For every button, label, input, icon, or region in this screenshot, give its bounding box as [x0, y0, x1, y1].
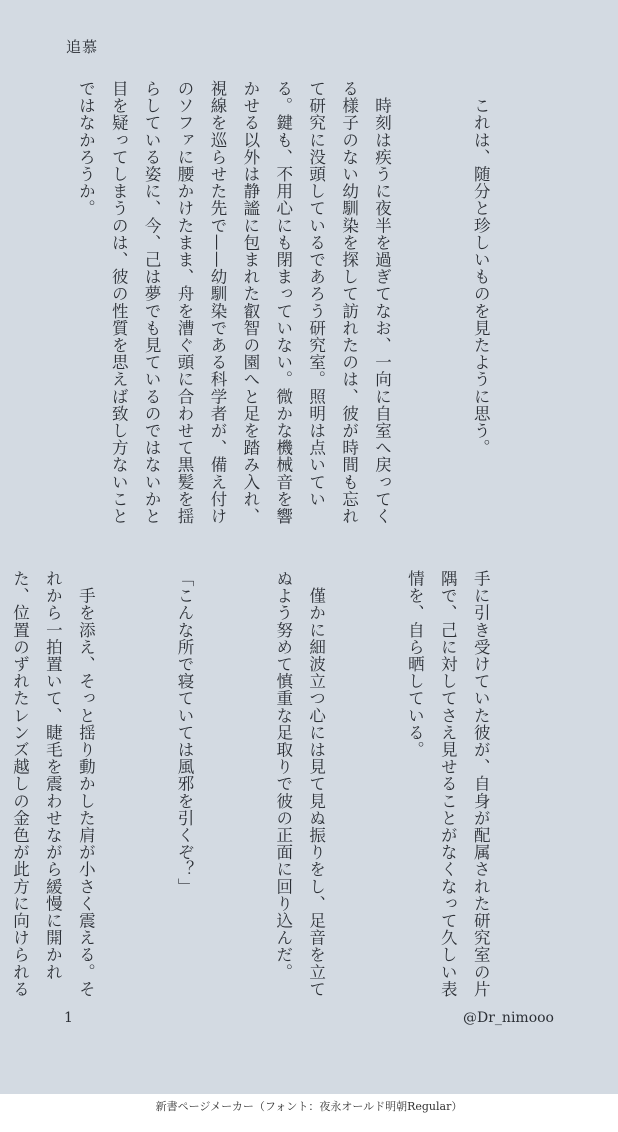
- paragraph: 手を添え、そっと揺り動かした肩が小さく震える。それから一拍置いて、睫毛を震わせながら緩慢に開かれた、位置のずれたレンズ越しの金色が此方に向けられる: [10, 570, 96, 998]
- paragraph: 僅かに細波立つ心には見て見ぬ振りをし、足音を立てぬよう努めて慎重な足取りで彼の正面に回り込んだ。: [273, 570, 326, 998]
- page-title: 追慕: [66, 38, 99, 56]
- top-text-block: [62, 80, 562, 540]
- paragraph: これは、随分と珍しいものを見たように思う。: [471, 80, 491, 457]
- paragraph: 時刻は疾うに夜半を過ぎてなお、一向に自室へ戻ってくる様子のない幼馴染を探して訪れたのは、彼が時間も忘れて研究に没頭しているであろう研究室。照明は点いている。鍵も、不用心にも閉まっていない。微かな機械音を響かせる以外は静謐に包まれた叡智の園へと足を踏み入れ、視線を巡らせた先で——幼馴染である科学者が、備え付けのソファに腰かけたまま、舟を漕ぐ頭に合わせて黒髪を揺らしている姿に、今、己は夢でも見ているのではないかと目を疑ってしまうのは、彼の性質を思えば致し方ないことではなかろうか。: [76, 80, 392, 525]
- paragraph: 手に引き受けていた彼が、自身が配属された研究室の片隅で、己に対してさえ見せることがなくなって久しい表情を、自ら晒している。: [405, 570, 491, 998]
- bottom-text-block: [10, 570, 562, 1010]
- page-number: 1: [64, 1010, 73, 1026]
- paragraph: 「こんな所で寝ていては風邪を引くぞ？」: [175, 570, 195, 895]
- paragraph: [0, 80, 3, 540]
- app-credit: 新書ページメーカー（フォント：夜永オールド明朝Regular）: [155, 1100, 463, 1113]
- author-handle: @Dr_nimooo: [463, 1010, 554, 1026]
